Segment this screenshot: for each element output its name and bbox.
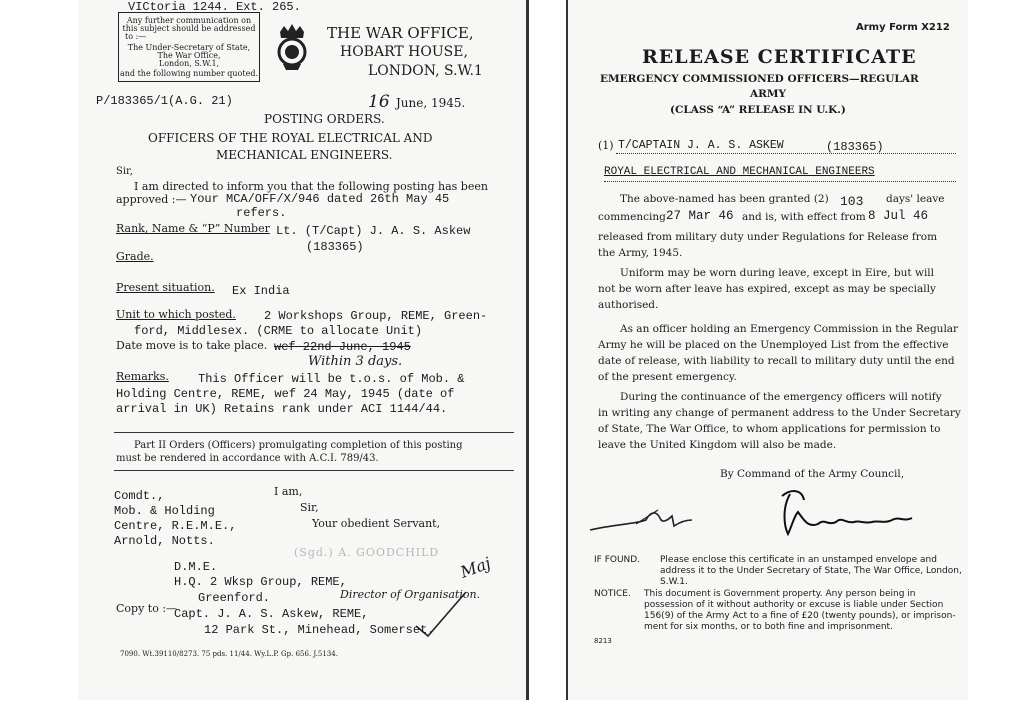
comm-line: and the following number quoted. bbox=[120, 69, 258, 78]
situation-label: Present situation. bbox=[116, 281, 215, 294]
officer-name: T/CAPTAIN J. A. S. ASKEW bbox=[618, 139, 784, 152]
rank-value: Lt. (T/Capt) J. A. S. Askew bbox=[276, 224, 471, 238]
command-line: By Command of the Army Council, bbox=[720, 468, 905, 480]
copy-line: H.Q. 2 Wksp Group, REME, bbox=[174, 575, 347, 589]
comm-line: London, S.W.1, bbox=[158, 59, 220, 68]
certificate-title: RELEASE CERTIFICATE bbox=[642, 46, 917, 68]
part2-note: must be rendered in accordance with A.C.I. 789/43. bbox=[116, 453, 379, 464]
reference-number: P/183365/1(A.G. 21) bbox=[96, 94, 233, 108]
form-number: Army Form X212 bbox=[856, 22, 950, 33]
communication-box bbox=[118, 12, 260, 82]
section-divider bbox=[114, 470, 514, 471]
uniform-text: authorised. bbox=[598, 299, 659, 311]
part2-note: Part II Orders (Officers) promulgating completion of this posting bbox=[134, 440, 463, 451]
salutation: Sir, bbox=[116, 166, 133, 177]
section-divider bbox=[114, 432, 514, 433]
unit-value: ford, Middlesex. (CRME to allocate Unit) bbox=[134, 324, 423, 338]
council-signature bbox=[768, 486, 928, 544]
name-prefix: (1) bbox=[598, 139, 614, 152]
print-code: 7090. Wt.39110/8273. 75 pds. 11/44. Wy.L.P. Gp. 656. J.5134. bbox=[120, 650, 338, 658]
corps-line bbox=[604, 181, 956, 182]
date-day: 16 bbox=[368, 92, 390, 112]
closing-line: I am, bbox=[274, 485, 303, 498]
doc-subtitle: MECHANICAL ENGINEERS. bbox=[216, 148, 393, 162]
remarks-text: This Officer will be t.o.s. of Mob. & bbox=[198, 372, 465, 386]
rank-label: Rank, Name & “P” Number bbox=[116, 222, 270, 235]
name-line bbox=[616, 153, 956, 154]
comm-line: Any further communication on bbox=[126, 16, 252, 25]
grade-label: Grade. bbox=[116, 250, 154, 263]
unit-value: 2 Workshops Group, REME, Green- bbox=[264, 309, 488, 323]
phone-number: VICtoria 1244. Ext. 265. bbox=[128, 0, 301, 14]
page-edge bbox=[566, 0, 568, 700]
copy-to-label: Copy to :— bbox=[116, 602, 178, 615]
approved-label: approved :— bbox=[116, 193, 187, 206]
uniform-text: not be worn after leave has expired, except as may be specially bbox=[598, 283, 936, 295]
signature-handwritten: Maj bbox=[457, 553, 494, 582]
commission-text: Army he will be placed on the Unemployed List from the effective bbox=[598, 339, 949, 351]
notification-text: leave the United Kingdom will also be made. bbox=[598, 439, 837, 451]
release-certificate-page bbox=[566, 0, 968, 700]
posting-orders-page bbox=[78, 0, 526, 700]
notice-text: 156(9) of the Army Act to a fine of £20 (twenty pounds), or imprison- bbox=[644, 611, 956, 621]
leave-days: 103 bbox=[840, 194, 864, 209]
leave-text: the Army, 1945. bbox=[598, 247, 683, 259]
if-found-text: Please enclose this certificate in an unstamped envelope and bbox=[660, 555, 937, 565]
addressee-line: Centre, R.E.M.E., bbox=[114, 519, 237, 533]
notification-text: of State, The War Office, to whom applications for permission to bbox=[598, 423, 941, 435]
copy-line: Greenford. bbox=[198, 591, 271, 605]
office-city: LONDON, S.W.1 bbox=[368, 63, 483, 79]
comm-line: The Under-Secretary of State, bbox=[127, 43, 251, 52]
remarks-text: Holding Centre, REME, wef 24 May, 1945 (date of bbox=[116, 387, 455, 401]
notification-text: During the continuance of the emergency officers will notify bbox=[620, 391, 942, 403]
unit-label: Unit to which posted. bbox=[116, 308, 236, 321]
leave-text: days' leave bbox=[886, 193, 945, 205]
uniform-text: Uniform may be worn during leave, except in Eire, but will bbox=[620, 267, 935, 279]
commence-date: 27 Mar 46 bbox=[666, 209, 734, 223]
certificate-subtitle: EMERGENCY COMMISSIONED OFFICERS—REGULAR bbox=[600, 73, 919, 85]
office-name: THE WAR OFFICE, bbox=[327, 24, 474, 42]
form-code: 8213 bbox=[594, 637, 612, 645]
doc-subtitle: OFFICERS OF THE ROYAL ELECTRICAL AND bbox=[148, 131, 433, 145]
if-found-text: address it to the Under Secretary of State, The War Office, London, bbox=[660, 566, 962, 576]
effect-date: 8 Jul 46 bbox=[868, 209, 929, 223]
closing-line: Your obedient Servant, bbox=[312, 517, 441, 530]
comm-line: this subject should be addressed bbox=[122, 24, 256, 33]
certificate-class: (CLASS “A” RELEASE IN U.K.) bbox=[670, 104, 846, 116]
approved-value: refers. bbox=[236, 206, 287, 220]
corps-name: ROYAL ELECTRICAL AND MECHANICAL ENGINEERS bbox=[604, 166, 875, 178]
copy-line: Capt. J. A. S. Askew, REME, bbox=[174, 607, 369, 621]
doc-title: POSTING ORDERS. bbox=[264, 112, 385, 126]
situation-value: Ex India bbox=[232, 284, 290, 298]
leave-text: The above-named has been granted (2) bbox=[620, 193, 829, 205]
closing-line: Sir, bbox=[300, 501, 319, 514]
p-number: (183365) bbox=[306, 240, 364, 254]
copy-line: D.M.E. bbox=[174, 560, 218, 574]
notice-text: ment for six months, or to both fine and imprisonment. bbox=[644, 622, 893, 632]
leave-text: released from military duty under Regulations for Release from bbox=[598, 231, 938, 243]
leave-text: commencing bbox=[598, 211, 666, 223]
leave-text: and is, with effect from bbox=[742, 211, 866, 223]
remarks-text: arrival in UK) Retains rank under ACI 1144/44. bbox=[116, 402, 448, 416]
initial-signature bbox=[586, 500, 696, 540]
page-edge bbox=[526, 0, 529, 700]
office-building: HOBART HOUSE, bbox=[340, 44, 468, 60]
date-move-label: Date move is to take place. bbox=[116, 339, 268, 352]
royal-crest-icon bbox=[270, 22, 314, 72]
commission-text: As an officer holding an Emergency Commission in the Regular bbox=[620, 323, 959, 335]
addressee-line: Mob. & Holding bbox=[114, 504, 215, 518]
date-move-handwritten: Within 3 days. bbox=[308, 354, 403, 369]
if-found-text: S.W.1. bbox=[660, 577, 688, 587]
if-found-label: IF FOUND. bbox=[594, 555, 641, 565]
officer-number: (183365) bbox=[826, 140, 884, 154]
certificate-subtitle: ARMY bbox=[750, 88, 786, 100]
notice-text: possession of it without authority or excuse is liable under Section bbox=[644, 600, 944, 610]
remarks-label: Remarks. bbox=[116, 370, 169, 383]
approved-value: Your MCA/OFF/X/946 dated 26th May 45 bbox=[190, 192, 450, 206]
addressee-line: Comdt., bbox=[114, 489, 165, 503]
addressee-line: Arnold, Notts. bbox=[114, 534, 215, 548]
director-title: Director of Organisation. bbox=[340, 588, 481, 601]
intro-text: I am directed to inform you that the following posting has been bbox=[134, 180, 488, 193]
copy-line: 12 Park St., Minehead, Somerset. bbox=[204, 623, 435, 637]
comm-line: to :— bbox=[125, 32, 147, 41]
date-rest: June, 1945. bbox=[396, 96, 466, 110]
commission-text: date of release, with liability to recall to military duty until the end bbox=[598, 355, 955, 367]
comm-line: The War Office, bbox=[157, 51, 221, 60]
commission-text: of the present emergency. bbox=[598, 371, 737, 383]
notification-text: in writing any change of permanent address to the Under Secretary bbox=[598, 407, 961, 419]
date-move-struck: wef 22nd June, 1945 bbox=[274, 340, 411, 354]
notice-label: NOTICE. bbox=[594, 589, 631, 599]
signature-stamp: (Sgd.) A. GOODCHILD bbox=[294, 546, 440, 559]
notice-text: This document is Government property. Any person being in bbox=[644, 589, 916, 599]
